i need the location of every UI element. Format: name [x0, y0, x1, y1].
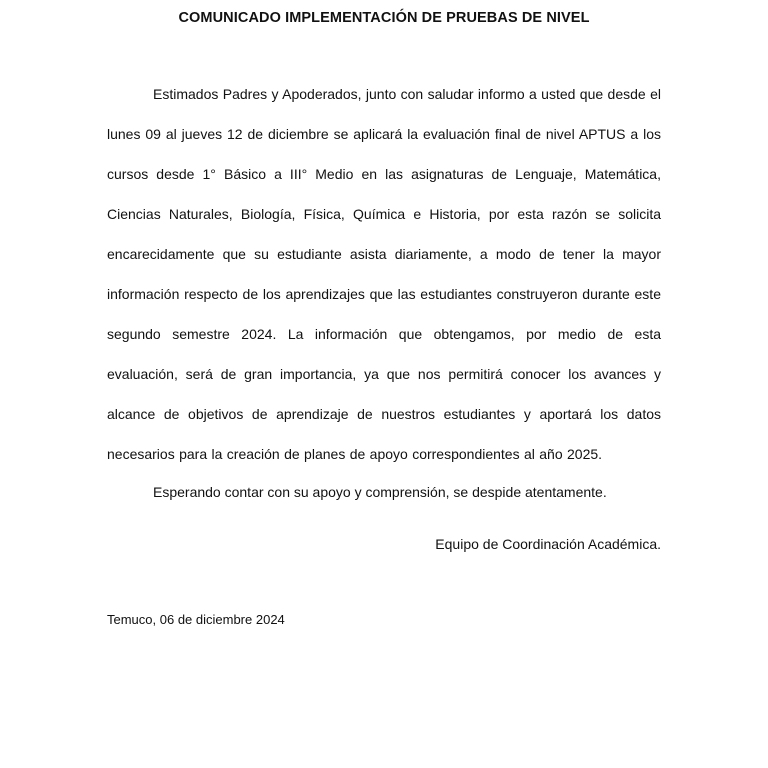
body-text: Estimados Padres y Apoderados, junto con saludar informo a usted que desde el lunes 09 al jueves 12 de diciembre se aplicará la evaluación final de nivel APTUS a los cursos desde 1° Básico a III° Medio en las asignaturas de Lenguaje, Matemática, Ciencias Naturales, Biología, Física, Química e Historia, por esta razón se solicita encarecidamente que su estudiante asista diariamente, a modo de tener la mayor información respecto de los aprendizajes que las estudiantes construyeron durante este segundo semestre 2024. La información que obtengamos, por medio de esta evaluación, será de gran importancia, ya que nos permitirá conocer los avances y alcance de objetivos de aprendizaje de nuestros estudiantes y aportará los datos necesarios para la creación de planes de apoyo correspondientes al año 2025. — [107, 86, 661, 462]
place-date: Temuco, 06 de diciembre 2024 — [107, 612, 285, 627]
document-title: COMUNICADO IMPLEMENTACIÓN DE PRUEBAS DE NIVEL — [178, 10, 590, 26]
closing-line: Esperando contar con su apoyo y comprensión, se despide atentamente. — [153, 484, 607, 500]
body-paragraph — [107, 74, 661, 474]
signature: Equipo de Coordinación Académica. — [435, 536, 661, 552]
